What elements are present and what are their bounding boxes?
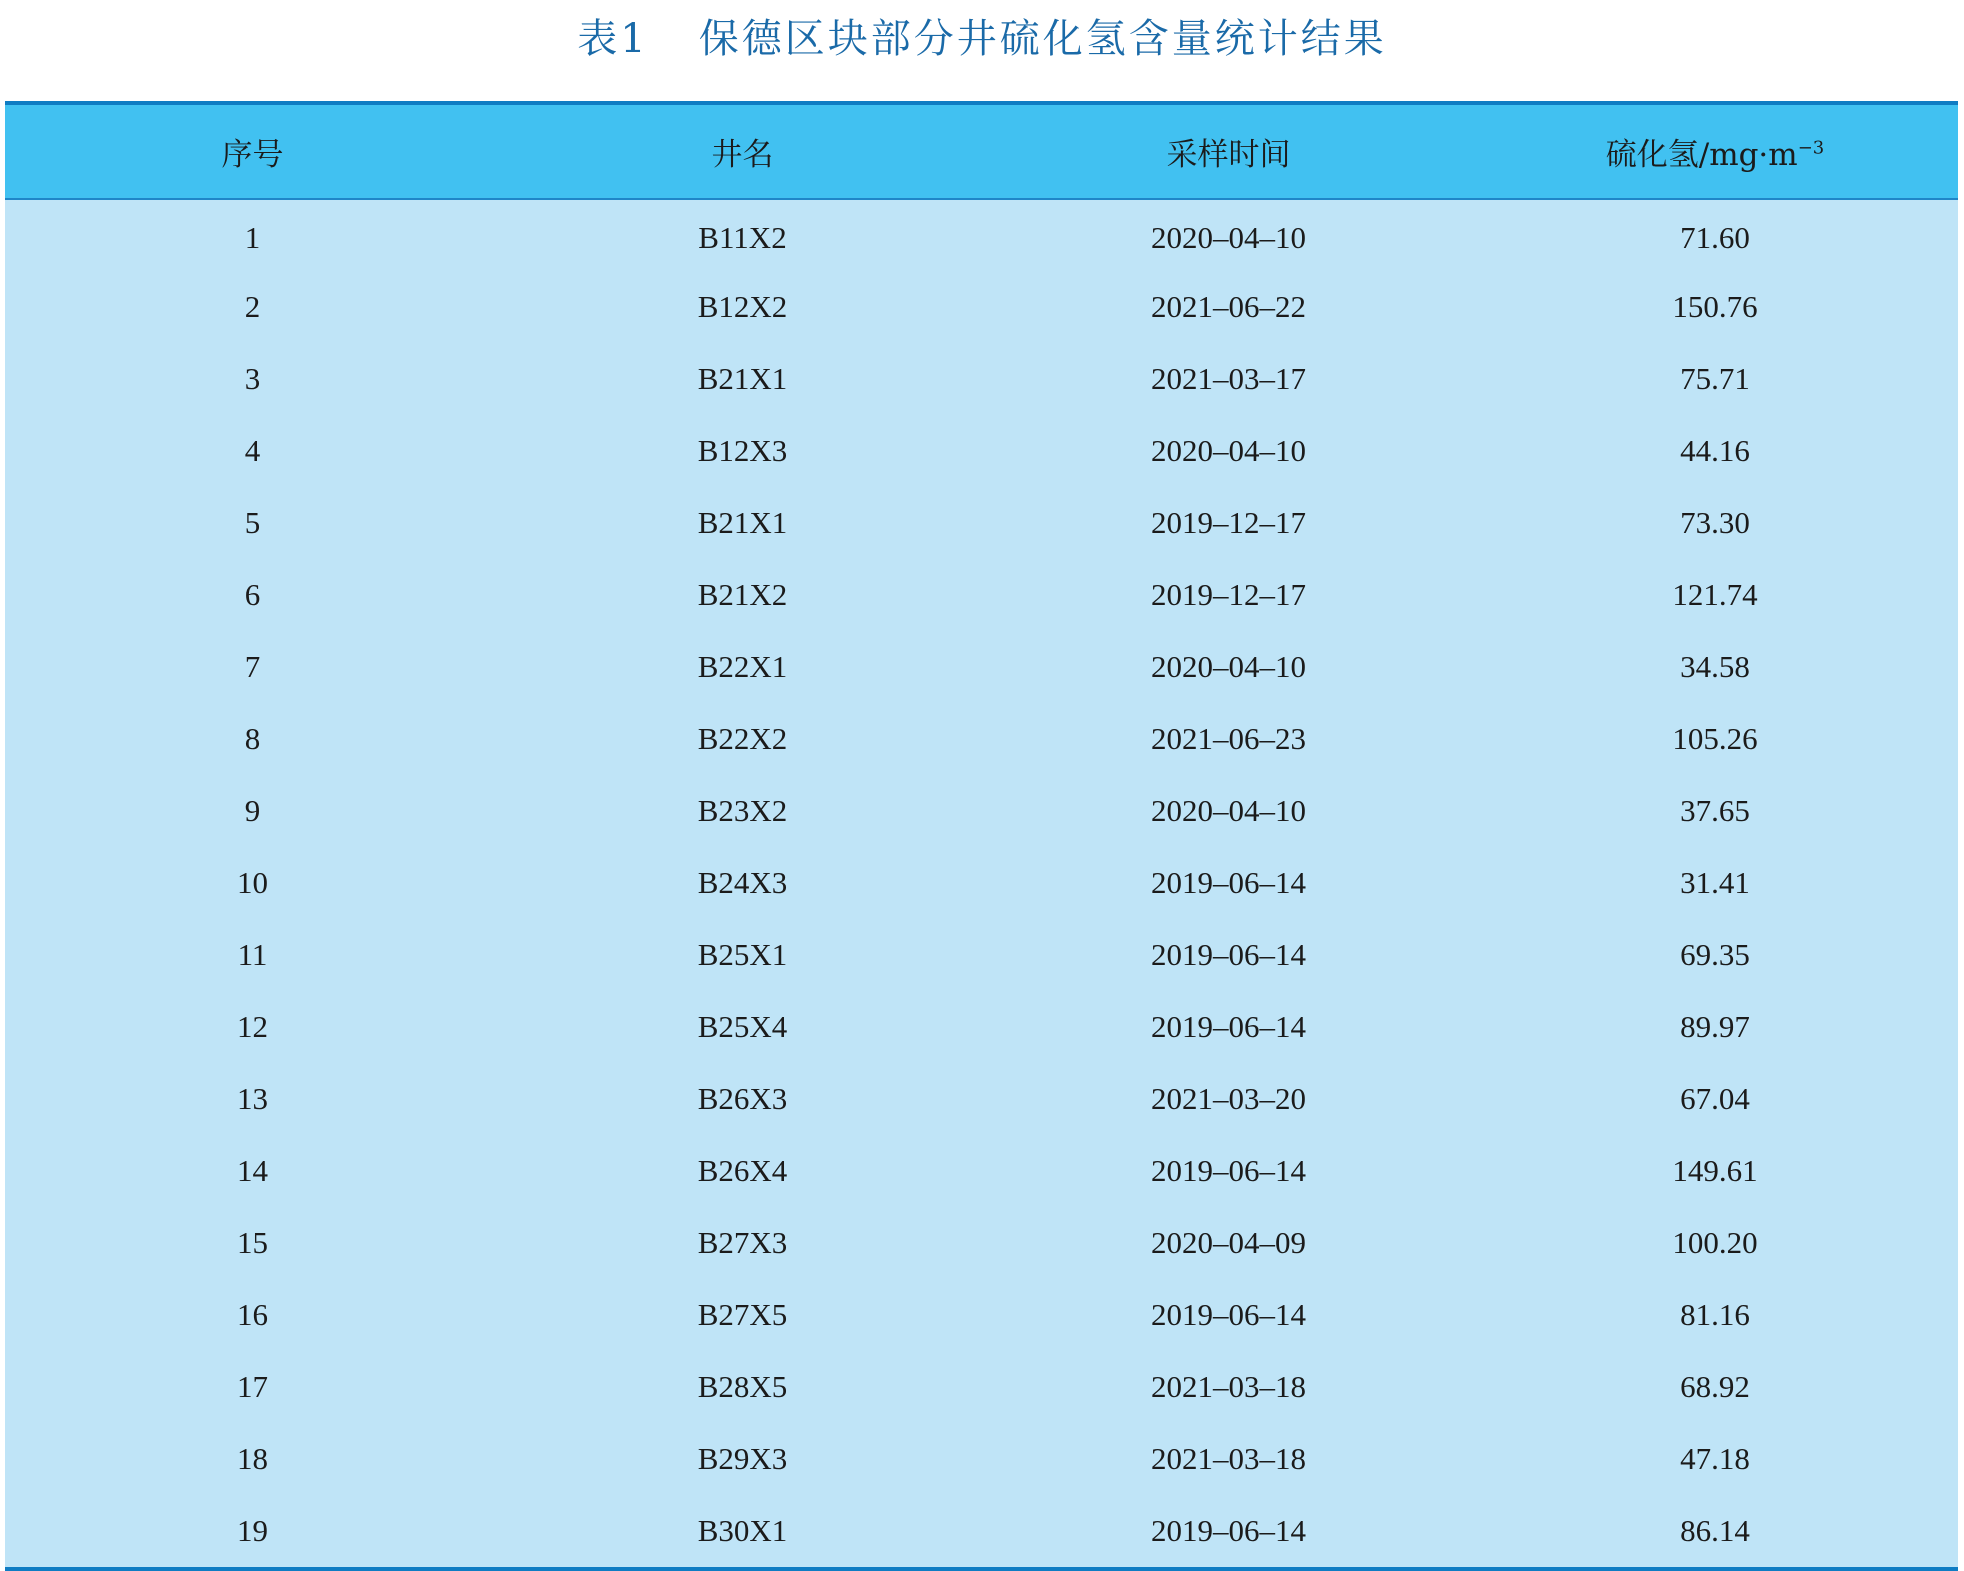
cell-sampling-time: 2020–04–09 [1151,1225,1306,1260]
cell-h2s-value: 73.30 [1680,505,1750,540]
cell-h2s-value: 47.18 [1680,1441,1750,1476]
data-table [5,105,1958,1567]
cell-h2s-value: 44.16 [1680,433,1750,468]
cell-well-name: B27X5 [697,1297,788,1332]
table-row [5,847,1958,919]
cell-index: 15 [237,1225,268,1260]
cell-well-name: B29X3 [697,1441,788,1476]
cell-h2s-value: 34.58 [1680,649,1750,684]
cell-h2s-value: 100.20 [1672,1225,1758,1260]
cell-index: 7 [244,649,261,684]
cell-sampling-time: 2021–06–22 [1151,289,1306,324]
table-row [5,1135,1958,1207]
cell-index: 2 [244,289,261,324]
table-row [5,1423,1958,1495]
cell-h2s-value: 89.97 [1680,1009,1750,1044]
cell-h2s-value: 68.92 [1680,1369,1750,1404]
cell-sampling-time: 2019–06–14 [1151,865,1306,900]
cell-index: 12 [237,1009,268,1044]
cell-index: 4 [244,433,261,468]
cell-sampling-time: 2019–06–14 [1151,937,1306,972]
cell-well-name: B28X5 [697,1369,788,1404]
table-row [5,991,1958,1063]
cell-h2s-value: 67.04 [1680,1081,1750,1116]
cell-sampling-time: 2019–06–14 [1151,1513,1306,1548]
cell-index: 16 [237,1297,268,1332]
table-row [5,1063,1958,1135]
cell-well-name: B22X2 [697,721,788,756]
cell-index: 6 [244,577,261,612]
table-caption [0,0,1964,70]
table-row [5,703,1958,775]
cell-h2s-value: 150.76 [1672,289,1758,324]
cell-well-name: B27X3 [697,1225,788,1260]
cell-well-name: B24X3 [697,865,788,900]
cell-sampling-time: 2019–06–14 [1151,1153,1306,1188]
cell-sampling-time: 2020–04–10 [1151,219,1306,255]
cell-index: 8 [244,721,261,756]
table-row [5,199,1958,271]
cell-sampling-time: 2020–04–10 [1151,433,1306,468]
cell-index: 13 [237,1081,268,1116]
cell-well-name: B11X2 [698,219,787,255]
cell-well-name: B26X4 [697,1153,788,1188]
cell-h2s-value: 149.61 [1672,1153,1758,1188]
cell-sampling-time: 2019–12–17 [1151,505,1306,540]
cell-h2s-value: 71.60 [1680,219,1750,255]
table-row [5,631,1958,703]
table-row [5,415,1958,487]
data-table-container [5,101,1958,1571]
table-caption-title: 保德区块部分井硫化氢含量统计结果 [698,15,1387,62]
table-caption-label: 表1 [577,15,649,62]
cell-index: 3 [244,361,261,396]
cell-sampling-time: 2019–06–14 [1151,1009,1306,1044]
cell-well-name: B23X2 [697,793,788,828]
cell-sampling-time: 2021–03–18 [1151,1369,1306,1404]
cell-h2s-value: 121.74 [1672,577,1758,612]
cell-index: 1 [244,219,261,255]
cell-well-name: B22X1 [697,649,788,684]
cell-sampling-time: 2021–03–20 [1151,1081,1306,1116]
cell-well-name: B12X2 [697,289,788,324]
cell-index: 19 [237,1513,268,1548]
table-row [5,271,1958,343]
cell-index: 14 [237,1153,268,1188]
cell-index: 11 [237,937,268,972]
header-h2s-content [1472,105,1958,199]
cell-index: 17 [237,1369,268,1404]
cell-well-name: B21X1 [697,505,788,540]
cell-well-name: B25X1 [697,937,788,972]
table-body [5,199,1958,1567]
cell-index: 18 [237,1441,268,1476]
cell-sampling-time: 2021–06–23 [1151,721,1306,756]
header-well-name: 井名 [711,137,774,173]
table-row [5,1351,1958,1423]
cell-well-name: B26X3 [697,1081,788,1116]
cell-index: 10 [237,865,268,900]
cell-h2s-value: 37.65 [1680,793,1750,828]
cell-index: 9 [244,793,261,828]
header-index: 序号 [221,137,284,173]
table-header [5,105,1958,199]
cell-well-name: B12X3 [697,433,788,468]
cell-sampling-time: 2019–06–14 [1151,1297,1306,1332]
cell-index: 5 [244,505,261,540]
cell-well-name: B21X1 [697,361,788,396]
cell-sampling-time: 2020–04–10 [1151,793,1306,828]
cell-well-name: B25X4 [697,1009,788,1044]
cell-h2s-value: 105.26 [1672,721,1758,756]
cell-sampling-time: 2021–03–17 [1151,361,1306,396]
cell-sampling-time: 2019–12–17 [1151,577,1306,612]
table-header-row [5,105,1958,199]
header-h2s-unit: 硫化氢/mg·m [1605,137,1798,173]
cell-h2s-value: 69.35 [1680,937,1750,972]
cell-sampling-time: 2020–04–10 [1151,649,1306,684]
cell-well-name: B30X1 [697,1513,788,1548]
table-row [5,919,1958,991]
table-row [5,487,1958,559]
cell-h2s-value: 75.71 [1680,361,1750,396]
cell-sampling-time: 2021–03–18 [1151,1441,1306,1476]
cell-h2s-value: 31.41 [1680,865,1750,900]
table-row [5,1495,1958,1567]
cell-well-name: B21X2 [697,577,788,612]
table-row [5,1279,1958,1351]
table-row [5,343,1958,415]
header-sampling-time: 采样时间 [1166,137,1291,173]
table-row [5,1207,1958,1279]
table-row [5,775,1958,847]
table-row [5,559,1958,631]
header-h2s-exponent: −3 [1797,137,1825,159]
cell-h2s-value: 86.14 [1680,1513,1750,1548]
cell-h2s-value: 81.16 [1680,1297,1750,1332]
